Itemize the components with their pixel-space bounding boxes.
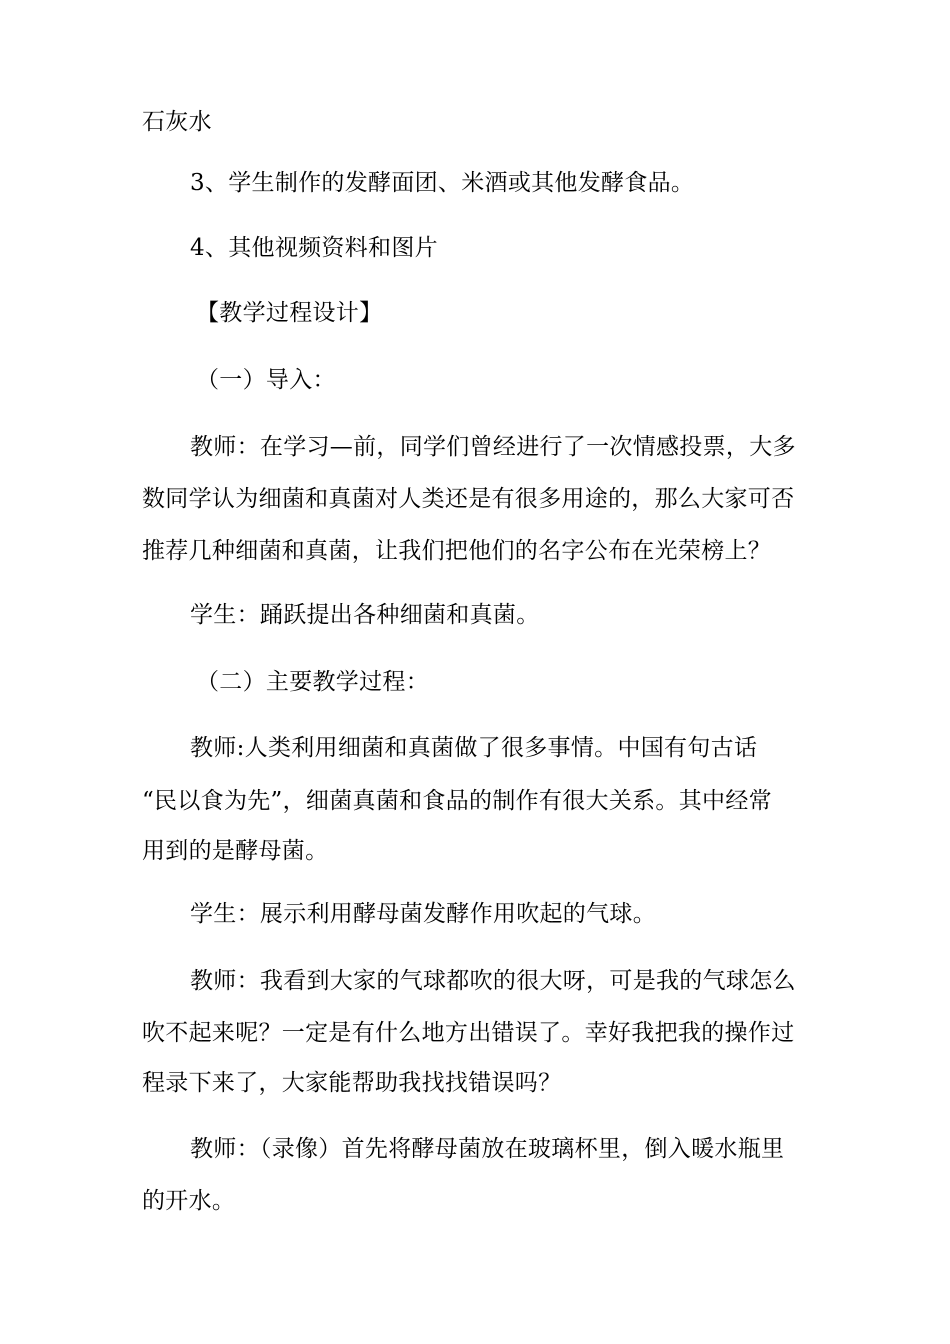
paragraph-teacher-3-line-3: 程录下来了，大家能帮助我找找错误吗？	[142, 1070, 562, 1096]
paragraph-teacher-4-line-2: 的开水。	[142, 1188, 236, 1214]
paragraph-teacher-1-line-3: 推荐几种细菌和真菌，让我们把他们的名字公布在光荣榜上？	[142, 538, 772, 564]
text-line-item-4: 4、其他视频资料和图片	[190, 235, 438, 261]
paragraph-student-2: 学生：展示利用酵母菌发酵作用吹起的气球。	[190, 901, 656, 927]
subheading-main-process: （二）主要教学过程：	[196, 669, 429, 695]
paragraph-teacher-3-line-2: 吹不起来呢？一定是有什么地方出错误了。幸好我把我的操作过	[142, 1020, 795, 1046]
paragraph-teacher-1-line-1: 教师：在学习—前，同学们曾经进行了一次情感投票，大多	[190, 434, 796, 460]
text-line-lime-water: 石灰水	[142, 109, 212, 135]
paragraph-teacher-2-line-1: 教师:人类利用细菌和真菌做了很多事情。中国有句古话	[190, 735, 758, 761]
paragraph-teacher-3-line-1: 教师：我看到大家的气球都吹的很大呀，可是我的气球怎么	[190, 968, 796, 994]
paragraph-teacher-2-line-3: 用到的是酵母菌。	[142, 838, 329, 864]
paragraph-teacher-2-line-2: “民以食为先”，细菌真菌和食品的制作有很大关系。其中经常	[142, 788, 772, 814]
text-line-item-3: 3、学生制作的发酵面团、米酒或其他发酵食品。	[190, 170, 695, 196]
section-heading-teaching-process: 【教学过程设计】	[196, 300, 383, 326]
paragraph-teacher-1-line-2: 数同学认为细菌和真菌对人类还是有很多用途的，那么大家可否	[142, 486, 795, 512]
paragraph-student-1: 学生：踊跃提出各种细菌和真菌。	[190, 602, 540, 628]
paragraph-teacher-4-line-1: 教师：（录像）首先将酵母菌放在玻璃杯里，倒入暖水瓶里	[190, 1136, 785, 1162]
subheading-introduction: （一）导入：	[196, 367, 336, 393]
